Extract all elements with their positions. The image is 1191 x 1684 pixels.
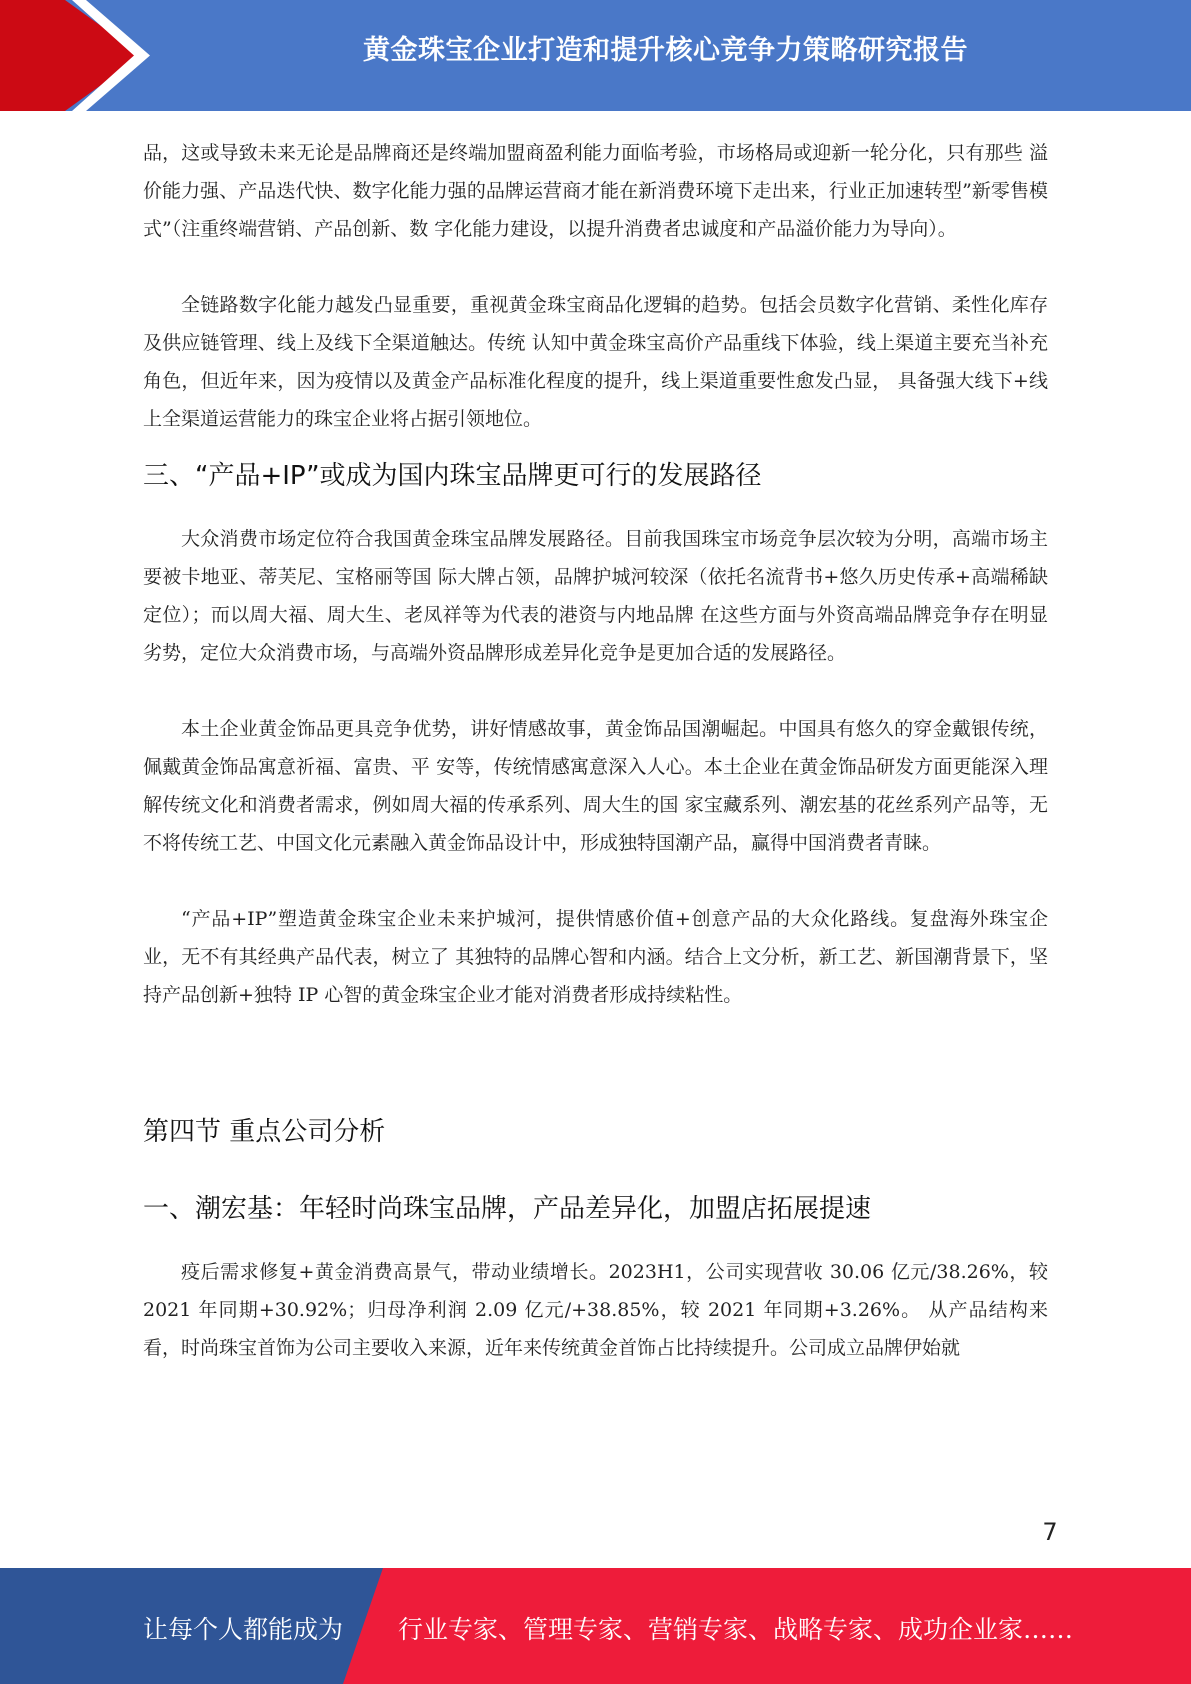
page-number: 7 [1042, 1518, 1058, 1546]
section-4-title: 第四节 重点公司分析 [143, 1117, 386, 1147]
company-heading: 一、潮宏基：年轻时尚珠宝品牌，产品差异化，加盟店拓展提速 [143, 1194, 872, 1224]
header-banner [0, 0, 1191, 111]
section-heading-3: 三、“产品+IP”或成为国内珠宝品牌更可行的发展路径 [143, 461, 762, 491]
header-arrow-icon [0, 0, 220, 111]
paragraph-4: 本土企业黄金饰品更具竞争优势，讲好情感故事，黄金饰品国潮崛起。中国具有悠久的穿金戴银传统，佩戴黄金饰品寓意祈福、富贵、平 安等，传统情感寓意深入人心。本土企业在黄金饰品研发方面更能深入理解传统文化和消费者需求，例如周大福的传承系列、周大生的国 家宝藏系列、潮宏基的花丝系列产品等，无不将传统工艺、中国文化元素融入黄金饰品设计中，形成独特国潮产品，赢得中国消费者青睐。 [143, 718, 1048, 854]
report-title: 黄金珠宝企业打造和提升核心竞争力策略研究报告 [363, 35, 968, 66]
paragraph-1: 品，这或导致未来无论是品牌商还是终端加盟商盈利能力面临考验，市场格局或迎新一轮分化，只有那些 溢价能力强、产品迭代快、数字化能力强的品牌运营商才能在新消费环境下走出来，行业正加速转型”新零售模式”（注重终端营销、产品创新、数 字化能力建设，以提升消费者忠诚度和产品溢价能力为导向）。 [143, 142, 1048, 240]
paragraph-6: 疫后需求修复+黄金消费高景气，带动业绩增长。2023H1，公司实现营收 30.06 亿元/38.26%，较 2021 年同期+30.92%；归母净利润 2.09 亿元/+38.85%，较 2021 年同期+3.26%。 从产品结构来看，时尚珠宝首饰为公司主要收入来源，近年来传统黄金首饰占比持续提升。公司成立品牌伊始就 [143, 1261, 1048, 1359]
paragraph-3: 大众消费市场定位符合我国黄金珠宝品牌发展路径。目前我国珠宝市场竞争层次较为分明，高端市场主要被卡地亚、蒂芙尼、宝格丽等国 际大牌占领，品牌护城河较深（依托名流背书+悠久历史传承+高端稀缺定位）；而以周大福、周大生、老凤祥等为代表的港资与内地品牌 在这些方面与外资高端品牌竞争存在明显劣势，定位大众消费市场，与高端外资品牌形成差异化竞争是更加合适的发展路径。 [143, 528, 1048, 664]
paragraph-2: 全链路数字化能力越发凸显重要，重视黄金珠宝商品化逻辑的趋势。包括会员数字化营销、柔性化库存及供应链管理、线上及线下全渠道触达。传统 认知中黄金珠宝高价产品重线下体验，线上渠道主要充当补充角色，但近年来，因为疫情以及黄金产品标准化程度的提升，线上渠道重要性愈发凸显， 具备强大线下+线上全渠道运营能力的珠宝企业将占据引领地位。 [143, 294, 1048, 430]
footer-slogan-right: 行业专家、管理专家、营销专家、战略专家、成功企业家…… [398, 1615, 1074, 1644]
footer-slogan-left: 让每个人都能成为 [143, 1615, 344, 1644]
paragraph-5: “产品+IP”塑造黄金珠宝企业未来护城河，提供情感价值+创意产品的大众化路线。复盘海外珠宝企业，无不有其经典产品代表，树立了 其独特的品牌心智和内涵。结合上文分析，新工艺、新国潮背景下，坚持产品创新+独特 IP 心智的黄金珠宝企业才能对消费者形成持续粘性。 [143, 908, 1048, 1006]
page-content [143, 134, 1048, 1367]
